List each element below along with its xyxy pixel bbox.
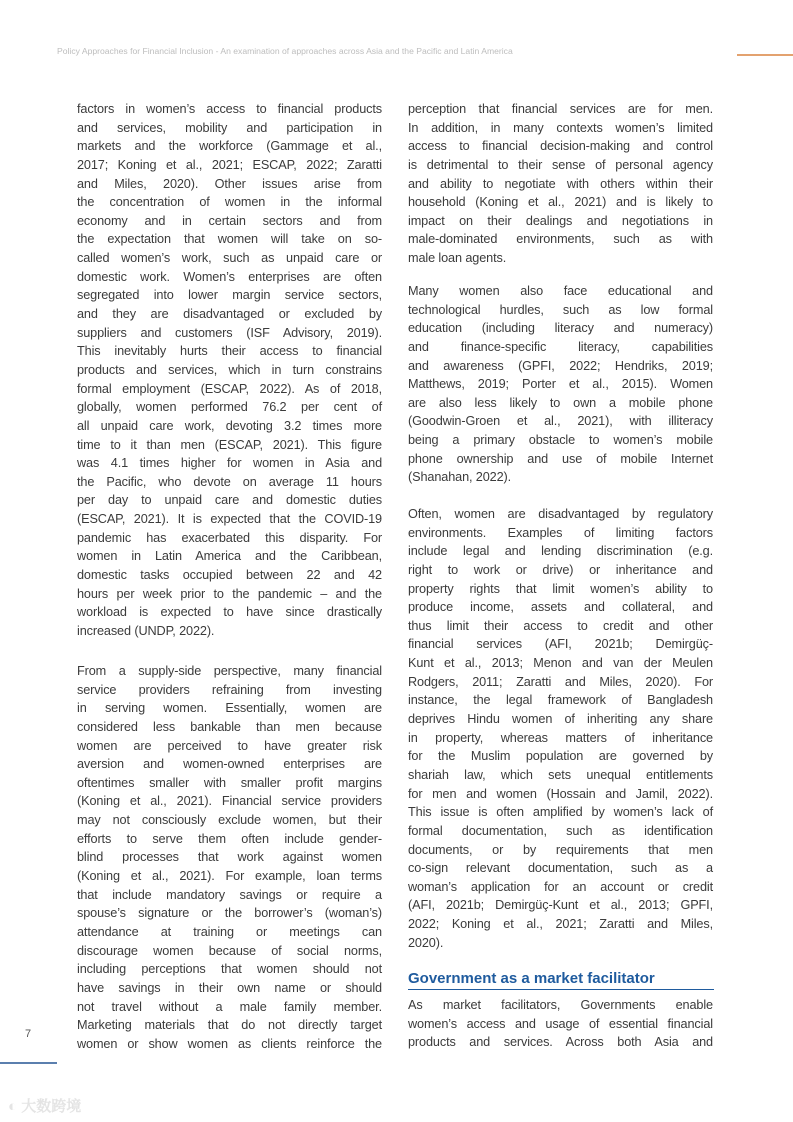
running-header: Policy Approaches for Financial Inclusion - An examination of approaches across Asia and the Pacific and Latin America (57, 46, 513, 56)
text-line: 2022; Koning et al., 2021; Zaratti and Miles, (408, 917, 713, 932)
paragraph (408, 996, 713, 1052)
text-line: property rights that limit women’s ability to (408, 581, 713, 596)
text-line: Matthews, 2019; Porter et al., 2015). Women (408, 377, 713, 392)
text-line: being a primary obstacle to women’s mobile (408, 433, 713, 448)
text-line: co-sign relevant documentation, such as a (408, 861, 713, 876)
text-line: phone ownership and use of mobile Internet (408, 451, 713, 466)
text-line: and ability to negotiate with others within their (408, 176, 713, 191)
paragraph (408, 282, 713, 487)
text-line: 2017; Koning et al., 2021; ESCAP, 2022; Zaratti (77, 157, 382, 172)
text-line: male-dominated environments, such as with (408, 232, 713, 247)
section-heading: Government as a market facilitator (408, 970, 714, 990)
text-line: aversion and women-owned enterprises are (77, 757, 382, 772)
text-line: service providers refraining from investing (77, 682, 382, 697)
text-line: Kunt et al., 2013; Menon and van der Meulen (408, 656, 713, 671)
text-line: pandemic has exacerbated this disparity. For (77, 530, 382, 545)
text-line: may not consciously exclude women, but their (77, 813, 382, 828)
text-line: impact on their dealings and negotiations in (408, 213, 713, 228)
text-line: the Pacific, who devote on average 11 hours (77, 474, 382, 489)
text-line: globally, women performed 76.2 per cent of (77, 400, 382, 415)
text-line: the concentration of women in the informal (77, 195, 382, 210)
header-accent-line (737, 54, 793, 56)
text-line: products and services, which in turn constrains (77, 362, 382, 377)
text-line: Many women also face educational and (408, 284, 713, 298)
text-line: and Miles, 2020). Other issues arise from (77, 176, 382, 191)
text-line: woman’s application for an account or credit (408, 879, 713, 894)
text-line: considered less bankable than men because (77, 719, 382, 734)
text-line: perception that financial services are for men. (408, 102, 713, 116)
text-line: domestic tasks occupied between 22 and 42 (77, 568, 382, 583)
text-line: suppliers and customers (ISF Advisory, 2019). (77, 325, 382, 340)
text-line: (AFI, 2021b; Demirgüç-Kunt et al., 2013; GPFI, (408, 898, 713, 913)
text-line: in serving women. Essentially, women are (77, 701, 382, 716)
text-line: formal employment (ESCAP, 2022). As of 2018, (77, 381, 382, 396)
text-line: time to it than men (ESCAP, 2021). This figure (77, 437, 382, 452)
text-line: Marketing materials that do not directly target (77, 1018, 382, 1033)
footer-accent-line (0, 1062, 57, 1064)
page-number: 7 (25, 1028, 32, 1040)
text-line: deprives Hindu women of inheriting any share (408, 712, 713, 727)
text-line: financial services (AFI, 2021b; Demirgüç- (408, 637, 713, 652)
text-line: This inevitably hurts their access to financial (77, 344, 382, 359)
text-line: segregated into lower margin service sectors, (77, 288, 382, 303)
paragraph (77, 100, 382, 641)
text-line: formal documentation, such as identification (408, 823, 713, 838)
text-line: was 4.1 times higher for women in Asia and (77, 456, 382, 471)
paragraph (77, 662, 382, 1053)
text-line: As market facilitators, Governments enable (408, 998, 713, 1012)
text-line: access to financial decision-making and control (408, 139, 713, 154)
text-line: for men and women (Hossain and Jamil, 2022). (408, 786, 713, 801)
text-line: (Shanahan, 2022). (408, 470, 512, 485)
text-line: environments. Examples of limiting factors (408, 525, 713, 540)
text-line: include legal and lending discrimination (e.g. (408, 544, 713, 559)
text-line: Often, women are disadvantaged by regulatory (408, 507, 713, 521)
text-line: that include mandatory savings or require a (77, 887, 382, 902)
text-line: women’s access and usage of essential financial (408, 1016, 713, 1031)
text-line: hours per week prior to the pandemic – and the (77, 586, 382, 601)
text-line: is detrimental to their sense of personal agency (408, 157, 713, 172)
paragraph (408, 100, 713, 268)
text-line: women in Latin America and the Caribbean, (77, 549, 382, 564)
text-line: and services, mobility and participation in (77, 120, 382, 135)
text-line: spouse’s signature or the borrower’s (woman’s) (77, 906, 382, 921)
text-line: discourage women because of social norms, (77, 943, 382, 958)
text-line: education (including literacy and numeracy) (408, 321, 713, 336)
text-line: and they are disadvantaged or excluded by (77, 307, 382, 322)
text-line: factors in women’s access to financial products (77, 102, 382, 116)
text-line: attendance at training or meetings can (77, 924, 382, 939)
text-line: have savings in their own name or should (77, 980, 382, 995)
text-line: efforts to serve them often include gender- (77, 831, 382, 846)
text-line: male loan agents. (408, 251, 507, 266)
text-line: 2020). (408, 935, 444, 950)
text-line: technological hurdles, such as low formal (408, 302, 713, 317)
text-line: per day to unpaid care and domestic duties (77, 493, 382, 508)
paragraph (408, 505, 713, 952)
text-line: called women’s work, such as unpaid care or (77, 251, 382, 266)
text-line: and awareness (GPFI, 2022; Hendriks, 2019; (408, 358, 713, 373)
text-line: workload is expected to have since drastically (77, 605, 382, 620)
text-line: produce income, assets and collateral, and (408, 600, 713, 615)
text-line: and finance-specific literacy, capabilities (408, 339, 713, 354)
text-line: right to work or drive) or inheritance and (408, 562, 713, 577)
text-line: women or show women as clients reinforce the (77, 1036, 382, 1051)
text-line: In addition, in many contexts women’s limited (408, 120, 713, 135)
text-line: products and services. Across both Asia and (408, 1035, 713, 1050)
text-line: domestic work. Women’s enterprises are often (77, 269, 382, 284)
text-line: markets and the workforce (Gammage et al., (77, 139, 382, 154)
text-line: From a supply-side perspective, many financial (77, 664, 382, 678)
text-line: including perceptions that women should not (77, 962, 382, 977)
text-line: blind processes that work against women (77, 850, 382, 865)
text-line: Rodgers, 2011; Zaratti and Miles, 2020). For (408, 674, 713, 689)
text-line: not travel without a male family member. (77, 999, 382, 1014)
text-line: increased (UNDP, 2022). (77, 623, 215, 638)
text-line: in property, whereas matters of inheritance (408, 730, 713, 745)
text-line: are also less likely to own a mobile phone (408, 395, 713, 410)
text-line: (ESCAP, 2021). It is expected that the COVID-19 (77, 512, 382, 527)
text-line: economy and in certain sectors and from (77, 213, 382, 228)
text-line: shariah law, which sets unequal entitlements (408, 767, 713, 782)
text-line: This issue is often amplified by women’s lack of (408, 805, 713, 820)
text-line: the expectation that women will take on so- (77, 232, 382, 247)
text-line: instance, the legal framework of Bangladesh (408, 693, 713, 708)
text-line: for the Muslim population are governed by (408, 749, 713, 764)
watermark-logo: ◐ 大数跨境 (8, 1098, 82, 1115)
text-line: thus limit their access to credit and other (408, 618, 713, 633)
text-line: (Koning et al., 2021). Financial service providers (77, 794, 382, 809)
text-line: documents, or by requirements that men (408, 842, 713, 857)
text-line: (Goodwin-Groen et al., 2021), with illiteracy (408, 414, 713, 429)
text-line: all unpaid care work, devoting 3.2 times more (77, 418, 382, 433)
text-line: oftentimes smaller with smaller profit margins (77, 775, 382, 790)
text-line: women are perceived to have greater risk (77, 738, 382, 753)
text-line: (Koning et al., 2021). For example, loan terms (77, 869, 382, 884)
text-line: household (Koning et al., 2021) and is likely to (408, 195, 713, 210)
